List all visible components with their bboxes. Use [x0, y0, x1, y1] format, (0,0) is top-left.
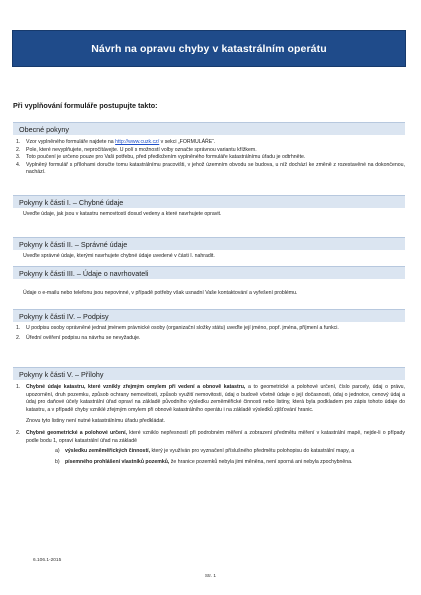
- sub-item-letter: a): [55, 448, 60, 455]
- item-note-text: Znovu tyto listiny není nutné katastrálnímu úřadu předkládat.: [26, 418, 165, 425]
- item-bold-text: Chybné geometrické a polohové určení,: [26, 429, 127, 436]
- section-heading-general: Obecné pokyny: [13, 122, 405, 135]
- list-item: [13, 430, 405, 445]
- list-item: [13, 325, 405, 333]
- item-text-part: v sekci „FORMULÁŘE“.: [159, 139, 216, 145]
- item-number: 2.: [16, 146, 21, 153]
- sub-item-text: [65, 448, 405, 456]
- title-bar: [12, 30, 406, 67]
- item-bold-text: Chybné údaje katastru, které vznikly zřejmým omylem při vedení a obnově katastru,: [26, 384, 246, 390]
- item-number: 1.: [16, 384, 21, 390]
- item-number: 1.: [16, 325, 21, 331]
- sub-item-text-part: který je využíván pro vyznačení příslušného předmětu polohopisu do katastrální mapy, a: [150, 448, 355, 455]
- page-number: Str. 1: [204, 574, 217, 579]
- item-text: [26, 430, 405, 445]
- form-code: 6.106.1-2015: [33, 558, 62, 563]
- item-text: Vyplněný formulář s přílohami doručte tomu katastrálnímu pracovišti, v jehož územním obvodu se budova, u níž dochází ke změně z rozestavěné na dokončenou, nachází.: [26, 161, 405, 176]
- cuzk-link[interactable]: http://www.cuzk.cz/: [115, 139, 160, 145]
- sub-item-bold-text: výsledku zeměměřických činností,: [65, 448, 151, 455]
- item-text: U podpisu osoby oprávněné jednat jménem právnické osoby (organizační složky státu) uveďte její jméno, popř. jména, příjmení a funkci.: [26, 325, 339, 331]
- list-item: [13, 162, 405, 177]
- item-text-part: a to geometrické a polohové určení, číslo parcely, údaj o právu, upozornění, druh pozemku, způsob ochrany nemovitosti, způsob využití nemovitosti, údaj o budově včetně údaje o její dočasnosti, údaj o jednotce, cenový údaj a údaj pro daňové účely katastrální úřad opraví na základě původního výsledku zeměměřické činnosti nebo listiny, která byla podkladem pro zápis tohoto údaje do katastru, a v případě chyby vzniklé zřejmým omylem při obnově katastrálního operátu i na základě výsledků zjišťování hranic.: [26, 384, 405, 413]
- sub-item-letter: b): [55, 458, 60, 465]
- item-number: 4.: [16, 161, 21, 168]
- general-instructions-list: [13, 139, 405, 177]
- sub-item-bold-text: písemného prohlášení vlastníků pozemků,: [65, 458, 170, 465]
- part-5-list: [13, 384, 405, 466]
- part-1-text: Uveďte údaje, jak jsou v katastru nemovitostí dosud vedeny a které navrhujete opravit.: [23, 211, 222, 217]
- item-text-part: které vzniklo nepřesností při podrobném měření a zobrazení předmětu měření v katastrální mapě, nejde-li o případy podle bodu 1, opraví katastrální úřad na základě: [26, 429, 405, 444]
- sub-item-text: [65, 459, 405, 467]
- list-item: [13, 335, 405, 343]
- item-text: Toto poučení je určeno pouze pro Vaši potřebu, před předložením vyplněného formuláře katastrálnímu úřadu je odtrhněte.: [26, 154, 306, 161]
- section-heading-part-4: Pokyny k části IV. – Podpisy: [13, 309, 405, 322]
- page-title: Návrh na opravu chyby v katastrálním operátu: [91, 42, 327, 55]
- list-item-note: [13, 418, 405, 426]
- item-text: [26, 139, 405, 147]
- item-number: 3.: [16, 154, 21, 161]
- section-heading-part-3: Pokyny k části III. – Údaje o navrhovateli: [13, 266, 405, 279]
- item-number: 1.: [16, 139, 21, 145]
- section-heading-part-1: Pokyny k části I. – Chybné údaje: [13, 195, 405, 208]
- list-item: [13, 139, 405, 147]
- part-2-text: Uveďte správné údaje, kterými navrhujete chybné údaje uvedené v části I. nahradit.: [23, 253, 215, 259]
- list-item: [13, 384, 405, 414]
- item-number: 2.: [16, 429, 21, 436]
- item-text: Pole, které nevyplňujete, nepročítávejte. U polí s možností volby označte správnou variantu křížkem.: [26, 146, 257, 153]
- list-item: [13, 147, 405, 155]
- item-number: 2.: [16, 334, 21, 341]
- item-text: Úřední ověření podpisu na návrhu se nevyžaduje.: [26, 334, 141, 341]
- sub-item-text-part: že hranice pozemků nebyla jimi měněna, není sporná ani nebyla zpochybněna.: [169, 458, 353, 465]
- sub-item: [55, 459, 405, 467]
- section-heading-part-2: Pokyny k části II. – Správné údaje: [13, 237, 405, 250]
- item-text-part: Vzor vyplněného formuláře najdete na: [26, 139, 116, 145]
- list-item: [13, 154, 405, 162]
- intro-text: Při vyplňování formuláře postupujte takto:: [13, 101, 158, 110]
- part-4-list: [13, 325, 405, 342]
- sub-item: [55, 448, 405, 456]
- item-text: [26, 384, 405, 414]
- section-heading-part-5: Pokyny k části V. – Přílohy: [13, 367, 405, 380]
- part-3-text: Údaje o e-mailu nebo telefonu jsou nepovinné, v případě potřeby však usnadní Vaše kontaktování a vyřešení problému.: [23, 290, 298, 296]
